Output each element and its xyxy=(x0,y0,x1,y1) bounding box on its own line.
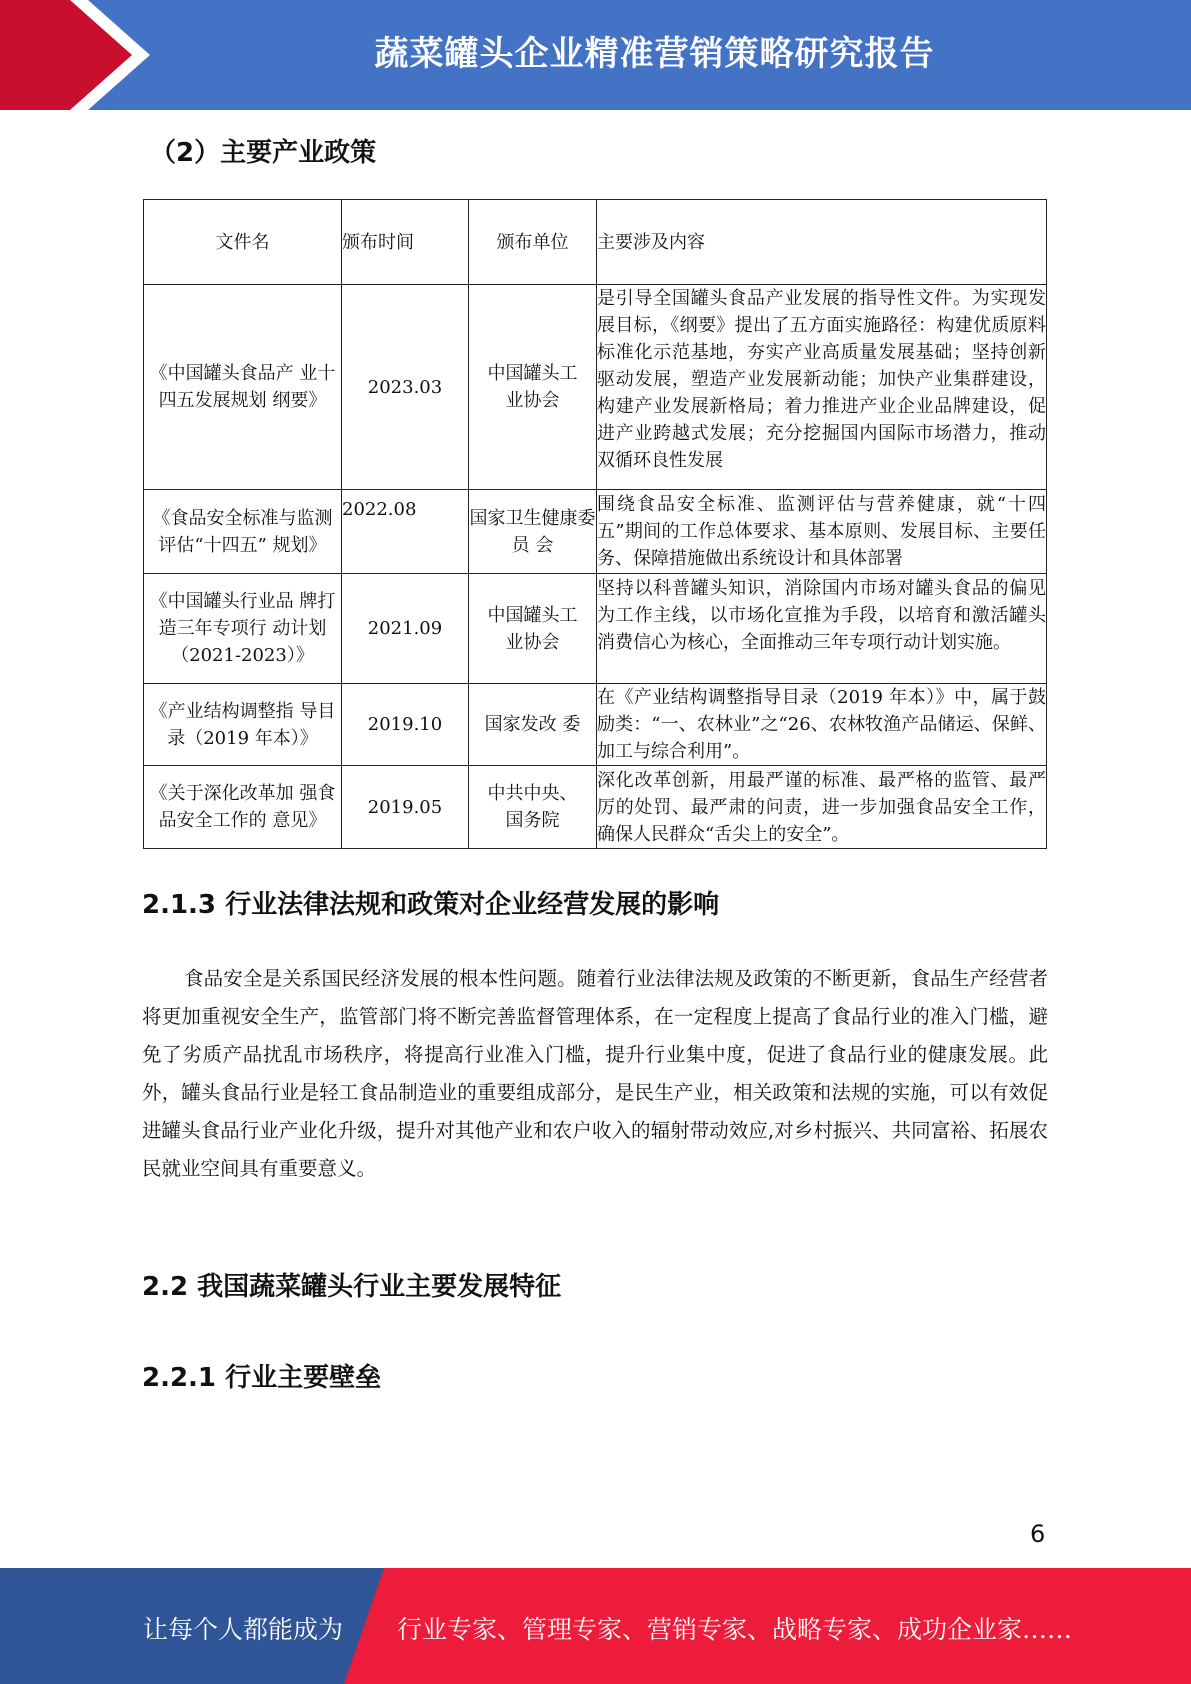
cell-unit: 国家卫生健康委员 会 xyxy=(469,490,597,574)
cell-content: 是引导全国罐头食品产业发展的指导性文件。为实现发展目标，《纲要》提出了五方面实施路径：构建优质原料标准化示范基地，夯实产业高质量发展基础；坚持创新驱动发展，塑造产业发展新动能；加快产业集群建设，构建产业发展新格局；着力推进产业企业品牌建设，促进产业跨越式发展；充分挖掘国内国际市场潜力，推动双循环良性发展 xyxy=(597,288,1046,471)
cell-name: 《产业结构调整指 导目录（2019 年本）》 xyxy=(144,684,342,766)
page-header xyxy=(0,0,1191,110)
header-cell-date: 颁布时间 xyxy=(342,200,469,285)
cell-content: 深化改革创新，用最严谨的标准、最严格的监管、最严厉的处罚、最严肃的问责，进一步加强食品安全工作，确保人民群众“舌尖上的安全”。 xyxy=(597,769,1046,845)
cell-name: 《中国罐头行业品 牌打造三年专项行 动计划（2021-2023）》 xyxy=(144,574,342,684)
footer-slogan-right: 行业专家、管理专家、营销专家、战略专家、成功企业家…… xyxy=(397,1615,1073,1644)
table-row xyxy=(144,574,1047,684)
cell-date: 2022.08 xyxy=(342,490,469,574)
table-row xyxy=(144,766,1047,849)
cell-unit: 国家发改 委 xyxy=(469,684,597,766)
header-cell-content: 主要涉及内容 xyxy=(597,200,1047,285)
cell-date: 2021.09 xyxy=(342,574,469,684)
table-row xyxy=(144,285,1047,490)
header-cell-name: 文件名 xyxy=(144,200,342,285)
cell-name: 《食品安全标准与监测评估“十四五” 规划》 xyxy=(144,490,342,574)
cell-content: 坚持以科普罐头知识，消除国内市场对罐头食品的偏见为工作主线，以市场化宣推为手段，以培育和激活罐头消费信心为核心，全面推动三年专项行动计划实施。 xyxy=(597,577,1046,653)
cell-content: 围绕食品安全标准、监测评估与营养健康，就“十四五”期间的工作总体要求、基本原则、发展目标、主要任务、保障措施做出系统设计和具体部署 xyxy=(597,494,1046,569)
footer-slogan-left: 让每个人都能成为 xyxy=(143,1615,344,1644)
cell-date: 2023.03 xyxy=(342,285,469,490)
cell-unit: 中国罐头工业协会 xyxy=(469,285,597,490)
section-heading-2-2-1: 2.2.1 行业主要壁垒 xyxy=(142,1363,382,1393)
section-heading-2-1-3: 2.1.3 行业法律法规和政策对企业经营发展的影响 xyxy=(142,890,720,920)
cell-date: 2019.05 xyxy=(342,766,469,849)
table-row xyxy=(144,684,1047,766)
table-header-row xyxy=(144,200,1047,285)
cell-name: 《中国罐头食品产 业十四五发展规划 纲要》 xyxy=(144,285,342,490)
section-heading-2-2: 2.2 我国蔬菜罐头行业主要发展特征 xyxy=(142,1272,562,1302)
cell-name: 《关于深化改革加 强食品安全工作的 意见》 xyxy=(144,766,342,849)
page-number: 6 xyxy=(1030,1520,1046,1548)
cell-content: 在《产业结构调整指导目录（2019 年本）》中，属于鼓励类：“一、农林业”之“26、农林牧渔产品储运、保鲜、加工与综合利用”。 xyxy=(597,687,1046,762)
table-row xyxy=(144,490,1047,574)
cell-unit: 中共中央、国务院 xyxy=(469,766,597,849)
body-paragraph: 食品安全是关系国民经济发展的根本性问题。随着行业法律法规及政策的不断更新，食品生产经营者将更加重视安全生产，监管部门将不断完善监督管理体系，在一定程度上提高了食品行业的准入门槛，避免了劣质产品扰乱市场秩序，将提高行业准入门槛，提升行业集中度，促进了食品行业的健康发展。此外，罐头食品行业是轻工食品制造业的重要组成部分，是民生产业，相关政策和法规的实施，可以有效促进罐头食品行业产业化升级，提升对其他产业和农户收入的辐射带动效应,对乡村振兴、共同富裕、拓展农民就业空间具有重要意义。 xyxy=(142,967,1048,1180)
cell-date: 2019.10 xyxy=(342,684,469,766)
report-title: 蔬菜罐头企业精准营销策略研究报告 xyxy=(374,34,935,74)
page-footer xyxy=(0,1568,1191,1684)
policy-table xyxy=(143,199,1047,849)
header-cell-unit: 颁布单位 xyxy=(469,200,597,285)
policy-subheading: （2）主要产业政策 xyxy=(150,138,377,168)
cell-unit: 中国罐头工业协会 xyxy=(469,574,597,684)
